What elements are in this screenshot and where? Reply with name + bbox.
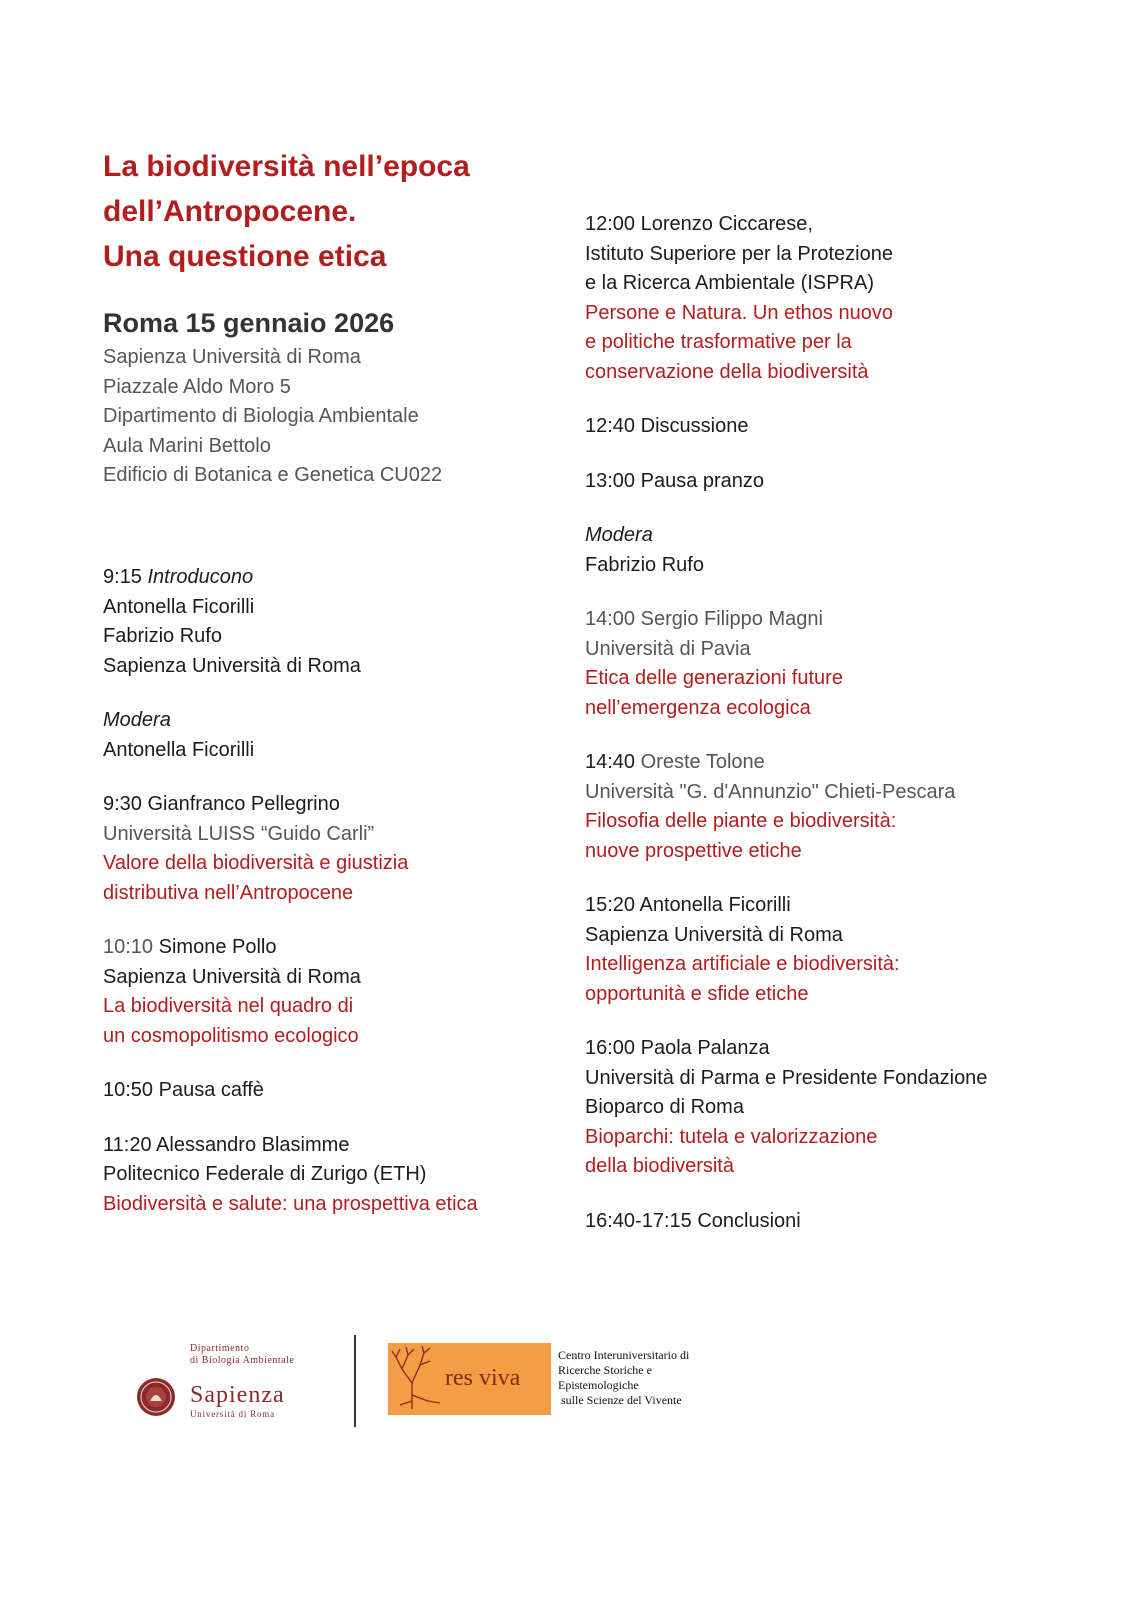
item-time: 16:40-17:15 xyxy=(585,1209,692,1232)
item-talk-title: e politiche trasformative per la xyxy=(585,331,852,353)
item-time: 14:00 xyxy=(585,608,636,630)
dept-label-line: Dipartimento xyxy=(190,1343,250,1354)
item-affiliation: Politecnico Federale di Zurigo (ETH) xyxy=(103,1163,427,1185)
item-talk-title: conservazione della biodiversità xyxy=(585,360,869,383)
item-affiliation: e la Ricerca Ambientale (ISPRA) xyxy=(585,272,875,294)
program-item xyxy=(585,467,1105,497)
program-item xyxy=(585,605,1105,723)
resviva-wordmark: res viva xyxy=(445,1365,521,1391)
item-speaker: Lorenzo Ciccarese, xyxy=(640,213,813,235)
program-item xyxy=(585,748,1105,866)
title-line: dell’Antropocene. xyxy=(103,195,357,228)
item-time: 10:10 xyxy=(103,936,154,958)
moderator-label: Modera xyxy=(585,524,653,546)
item-talk-title: della biodiversità xyxy=(585,1155,734,1177)
item-affiliation: Università di Pavia xyxy=(585,637,751,660)
item-affiliation: Istituto Superiore per la Protezione xyxy=(585,242,893,265)
program-left-column xyxy=(103,563,573,1244)
venue-line: Dipartimento di Biologia Ambientale xyxy=(103,405,419,427)
item-speaker: Sergio Filippo Magni xyxy=(640,608,823,630)
item-talk-title: Biodiversità e salute: una prospettiva etica xyxy=(103,1192,478,1215)
item-line: Fabrizio Rufo xyxy=(103,625,222,647)
item-talk-title: La biodiversità nel quadro di xyxy=(103,995,354,1017)
item-affiliation: Sapienza Università di Roma xyxy=(585,923,843,946)
item-affiliation: Bioparco di Roma xyxy=(585,1096,744,1118)
venue-line: Piazzale Aldo Moro 5 xyxy=(103,375,291,398)
item-speaker: Pausa pranzo xyxy=(640,469,765,492)
program-item xyxy=(103,1076,573,1106)
moderator-label: Modera xyxy=(103,709,171,731)
item-time: 14:40 xyxy=(585,751,636,773)
item-speaker: Paola Palanza xyxy=(640,1037,770,1059)
item-speaker: Antonella Ficorilli xyxy=(639,894,791,916)
item-speaker: Pausa caffè xyxy=(158,1079,264,1101)
moderator-block xyxy=(585,521,1105,580)
item-time: 10:50 xyxy=(103,1079,154,1101)
program-item xyxy=(103,933,573,1051)
title-line: La biodiversità nell’epoca xyxy=(103,150,470,183)
program-item xyxy=(585,210,1105,387)
venue-line: Sapienza Università di Roma xyxy=(103,346,361,368)
title-line: Una questione etica xyxy=(103,240,387,273)
item-speaker: Simone Pollo xyxy=(158,936,277,958)
event-date: Roma 15 gennaio 2026 xyxy=(103,308,395,338)
item-talk-title: Bioparchi: tutela e valorizzazione xyxy=(585,1125,878,1148)
program-right-column xyxy=(585,210,1105,1261)
centro-description xyxy=(558,1348,689,1408)
item-talk-title: nell’emergenza ecologica xyxy=(585,696,811,719)
item-speaker: Gianfranco Pellegrino xyxy=(147,793,340,815)
item-talk-title: un cosmopolitismo ecologico xyxy=(103,1024,359,1047)
program-item xyxy=(585,1207,1105,1237)
program-item xyxy=(585,412,1105,442)
item-affiliation: Università "G. d'Annunzio" Chieti-Pescara xyxy=(585,780,956,803)
item-affiliation: Sapienza Università di Roma xyxy=(103,965,361,988)
item-speaker: Alessandro Blasimme xyxy=(156,1133,350,1156)
item-line: Sapienza Università di Roma xyxy=(103,654,361,677)
centro-line: Centro Interuniversitario di xyxy=(558,1348,690,1362)
centro-line: Epistemologiche xyxy=(558,1378,639,1392)
item-talk-title: distributiva nell’Antropocene xyxy=(103,881,354,904)
item-line: Antonella Ficorilli xyxy=(103,595,255,618)
dept-label-line: di Biologia Ambientale xyxy=(190,1355,295,1366)
event-title xyxy=(103,144,573,279)
item-talk-title: Intelligenza artificiale e biodiversità: xyxy=(585,953,900,975)
item-time: 16:00 xyxy=(585,1037,636,1059)
item-talk-title: Etica delle generazioni future xyxy=(585,667,843,689)
program-item xyxy=(103,790,573,908)
moderator-name: Fabrizio Rufo xyxy=(585,553,704,576)
item-affiliation: Università LUISS “Guido Carli” xyxy=(103,822,375,845)
moderator-name: Antonella Ficorilli xyxy=(103,738,255,761)
item-affiliation: Università di Parma e Presidente Fondazione xyxy=(585,1066,988,1089)
sapienza-seal-icon xyxy=(136,1377,176,1417)
item-talk-title: Valore della biodiversità e giustizia xyxy=(103,852,409,874)
centro-line: sulle Scienze del Vivente xyxy=(558,1393,682,1407)
item-time: 11:20 xyxy=(103,1133,152,1156)
venue-line: Aula Marini Bettolo xyxy=(103,434,271,457)
item-time: 12:00 xyxy=(585,213,636,235)
sapienza-subtitle: Università di Roma xyxy=(190,1409,275,1419)
item-time: 15:20 xyxy=(585,894,636,916)
item-talk-title: opportunità e sfide etiche xyxy=(585,982,809,1005)
item-talk-title: nuove prospettive etiche xyxy=(585,839,802,862)
item-time: 9:30 xyxy=(103,793,142,815)
dept-logo-label xyxy=(190,1343,294,1367)
item-talk-title: Persone e Natura. Un ethos nuovo xyxy=(585,301,893,324)
program-item xyxy=(103,1131,573,1220)
footer-logos xyxy=(0,1335,1131,1445)
item-speaker: Introducono xyxy=(147,566,254,588)
program-item xyxy=(585,1034,1105,1182)
venue-line: Edificio di Botanica e Genetica CU022 xyxy=(103,464,443,486)
item-time: 9:15 xyxy=(103,566,142,588)
item-speaker: Discussione xyxy=(640,415,749,437)
item-time: 13:00 xyxy=(585,469,636,492)
program-item xyxy=(585,891,1105,1009)
item-time: 12:40 xyxy=(585,415,636,437)
item-speaker: Oreste Tolone xyxy=(640,751,765,773)
sapienza-wordmark: Sapienza xyxy=(190,1382,285,1408)
footer-divider xyxy=(354,1335,356,1427)
item-speaker: Conclusioni xyxy=(697,1209,801,1232)
resviva-logo xyxy=(388,1343,551,1415)
venue-block xyxy=(103,343,442,491)
centro-line: Ricerche Storiche e xyxy=(558,1363,652,1377)
item-talk-title: Filosofia delle piante e biodiversità: xyxy=(585,810,897,832)
moderator-block xyxy=(103,706,573,765)
program-item xyxy=(103,563,573,681)
